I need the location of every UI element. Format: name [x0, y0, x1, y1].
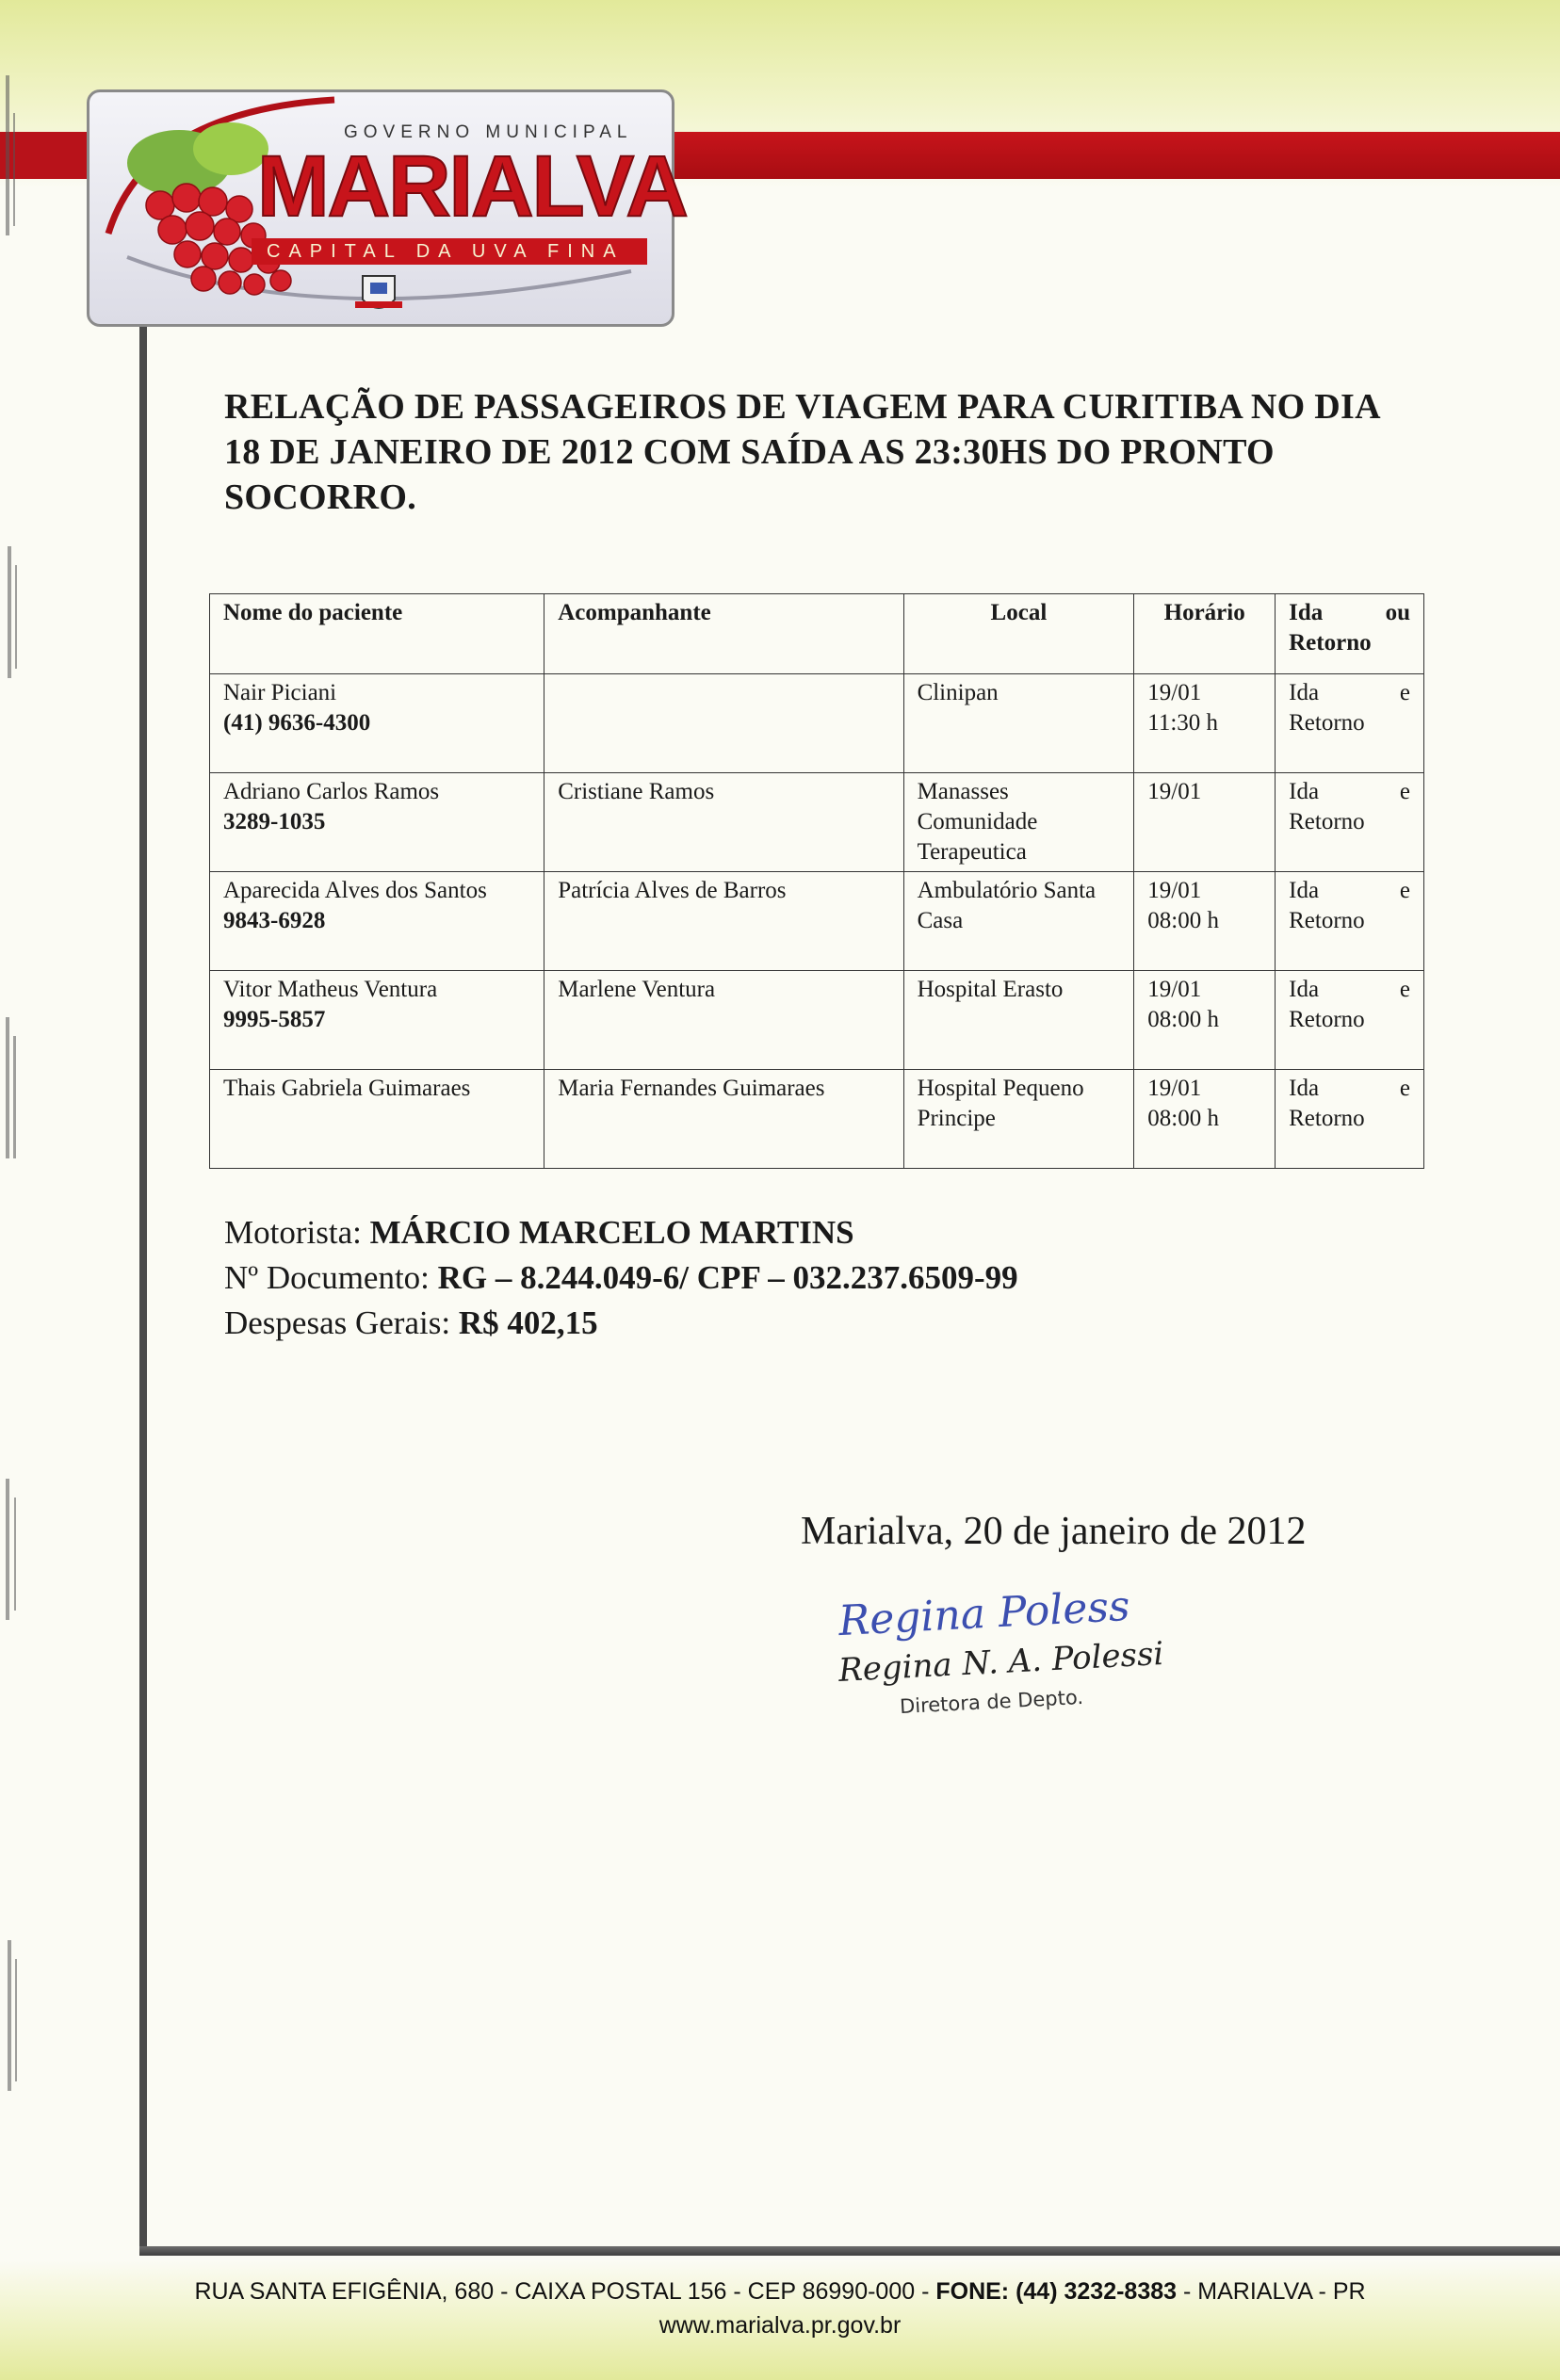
signatory-role: Diretora de Depto. — [899, 1685, 1084, 1719]
driver-label: Motorista: — [224, 1214, 362, 1251]
cell-ida-retorno — [1276, 872, 1424, 971]
footer-address: RUA SANTA EFIGÊNIA, 680 - CAIXA POSTAL 156 - CEP 86990-000 - — [194, 2278, 930, 2305]
handwritten-signature: Regina Poless — [837, 1581, 1131, 1646]
header-nome: Nome do paciente — [210, 594, 544, 674]
ida-text: Ida — [1289, 878, 1320, 903]
date-line: Marialva, 20 de janeiro de 2012 — [801, 1510, 1307, 1553]
expenses-value: R$ 402,15 — [458, 1304, 598, 1341]
cell-ida-retorno — [1276, 1070, 1424, 1169]
footer — [0, 2275, 1560, 2342]
document-line — [224, 1255, 1018, 1301]
table-row — [210, 872, 1424, 971]
footer-city: - MARIALVA - PR — [1183, 2278, 1366, 2305]
logo-name: MARIALVA — [257, 138, 687, 235]
trip-date: 19/01 — [1147, 1076, 1202, 1101]
patient-phone: 9995-5857 — [223, 1007, 326, 1032]
cell-acompanhante: Cristiane Ramos — [544, 773, 903, 872]
cell-nome — [210, 674, 544, 773]
patient-phone: 9843-6928 — [223, 908, 326, 933]
marialva-logo — [87, 89, 687, 327]
cell-local: Ambulatório Santa Casa — [903, 872, 1134, 971]
cell-acompanhante — [544, 674, 903, 773]
patient-phone: 3289-1035 — [223, 809, 326, 834]
logo-tagline: CAPITAL DA UVA FINA — [267, 241, 625, 262]
trip-time: 08:00 h — [1147, 908, 1219, 933]
conj-text: e — [1399, 977, 1410, 1002]
document-label: Nº Documento: — [224, 1259, 430, 1296]
header-ida-line — [1289, 598, 1410, 628]
conj-text: e — [1399, 779, 1410, 804]
footer-address-line — [0, 2275, 1560, 2308]
page-frame-left — [139, 325, 147, 2256]
driver-name: MÁRCIO MARCELO MARTINS — [369, 1214, 854, 1251]
table-row — [210, 1070, 1424, 1169]
cell-acompanhante: Maria Fernandes Guimaraes — [544, 1070, 903, 1169]
expenses-line — [224, 1301, 1018, 1346]
patient-phone: (41) 9636-4300 — [223, 710, 371, 736]
header-acompanhante: Acompanhante — [544, 594, 903, 674]
trip-date: 19/01 — [1147, 680, 1202, 705]
retorno-text: Retorno — [1289, 809, 1365, 834]
cell-nome — [210, 773, 544, 872]
table-header-row — [210, 594, 1424, 674]
signatory-name: Regina N. A. Polessi — [837, 1634, 1165, 1691]
document-number: RG – 8.244.049-6/ CPF – 032.237.6509-99 — [437, 1259, 1018, 1296]
cell-local: Hospital Pequeno Principe — [903, 1070, 1134, 1169]
cell-nome — [210, 971, 544, 1070]
driver-line — [224, 1210, 1018, 1255]
trip-time: 08:00 h — [1147, 1106, 1219, 1131]
cell-horario — [1134, 1070, 1276, 1169]
retorno-text: Retorno — [1289, 908, 1365, 933]
trip-date: 19/01 — [1147, 779, 1202, 804]
patient-name: Thais Gabriela Guimaraes — [223, 1076, 471, 1101]
patient-name: Adriano Carlos Ramos — [223, 779, 440, 804]
cell-nome — [210, 872, 544, 971]
cell-local: Manasses Comunidade Terapeutica — [903, 773, 1134, 872]
retorno-text: Retorno — [1289, 710, 1365, 736]
cell-horario — [1134, 971, 1276, 1070]
trip-date: 19/01 — [1147, 878, 1202, 903]
scan-artifacts — [0, 0, 47, 2380]
conj-text: e — [1399, 680, 1410, 705]
retorno-text: Retorno — [1289, 1007, 1365, 1032]
header-ida-retorno — [1276, 594, 1424, 674]
cell-nome — [210, 1070, 544, 1169]
header-ou: ou — [1385, 600, 1410, 625]
patient-name: Nair Piciani — [223, 680, 337, 705]
cell-horario — [1134, 872, 1276, 971]
cell-horario — [1134, 773, 1276, 872]
cell-local: Hospital Erasto — [903, 971, 1134, 1070]
cell-ida-retorno — [1276, 674, 1424, 773]
document-title: RELAÇÃO DE PASSAGEIROS DE VIAGEM PARA CURITIBA NO DIA 18 DE JANEIRO DE 2012 COM SAÍDA AS 23:30HS DO PRONTO SOCORRO. — [224, 387, 1379, 517]
header-local: Local — [903, 594, 1134, 674]
cell-ida-retorno — [1276, 773, 1424, 872]
table-row — [210, 971, 1424, 1070]
coat-of-arms — [355, 276, 402, 308]
cell-acompanhante: Patrícia Alves de Barros — [544, 872, 903, 971]
patient-name: Aparecida Alves dos Santos — [223, 878, 487, 903]
header-retorno: Retorno — [1289, 630, 1372, 656]
ida-text: Ida — [1289, 1076, 1320, 1101]
retorno-text: Retorno — [1289, 1106, 1365, 1131]
cell-local: Clinipan — [903, 674, 1134, 773]
expenses-label: Despesas Gerais: — [224, 1304, 451, 1341]
footer-phone: FONE: (44) 3232-8383 — [935, 2278, 1178, 2305]
footer-url: www.marialva.pr.gov.br — [658, 2312, 902, 2339]
cell-ida-retorno — [1276, 971, 1424, 1070]
trip-time: 08:00 h — [1147, 1007, 1219, 1032]
page-frame-bottom — [139, 2246, 1560, 2256]
header-horario: Horário — [1134, 594, 1276, 674]
ida-text: Ida — [1289, 977, 1320, 1002]
trip-time: 11:30 h — [1147, 710, 1219, 736]
header-red-stripe — [659, 132, 1560, 179]
cell-acompanhante: Marlene Ventura — [544, 971, 903, 1070]
table-row — [210, 773, 1424, 872]
trip-info — [224, 1210, 1018, 1346]
conj-text: e — [1399, 878, 1410, 903]
ida-text: Ida — [1289, 680, 1320, 705]
conj-text: e — [1399, 1076, 1410, 1101]
table-row — [210, 674, 1424, 773]
passenger-table — [209, 593, 1424, 1169]
logo-top-text: GOVERNO MUNICIPAL — [344, 122, 633, 142]
patient-name: Vitor Matheus Ventura — [223, 977, 438, 1002]
ida-text: Ida — [1289, 779, 1320, 804]
header-ida: Ida — [1289, 600, 1324, 625]
trip-date: 19/01 — [1147, 977, 1202, 1002]
cell-horario — [1134, 674, 1276, 773]
